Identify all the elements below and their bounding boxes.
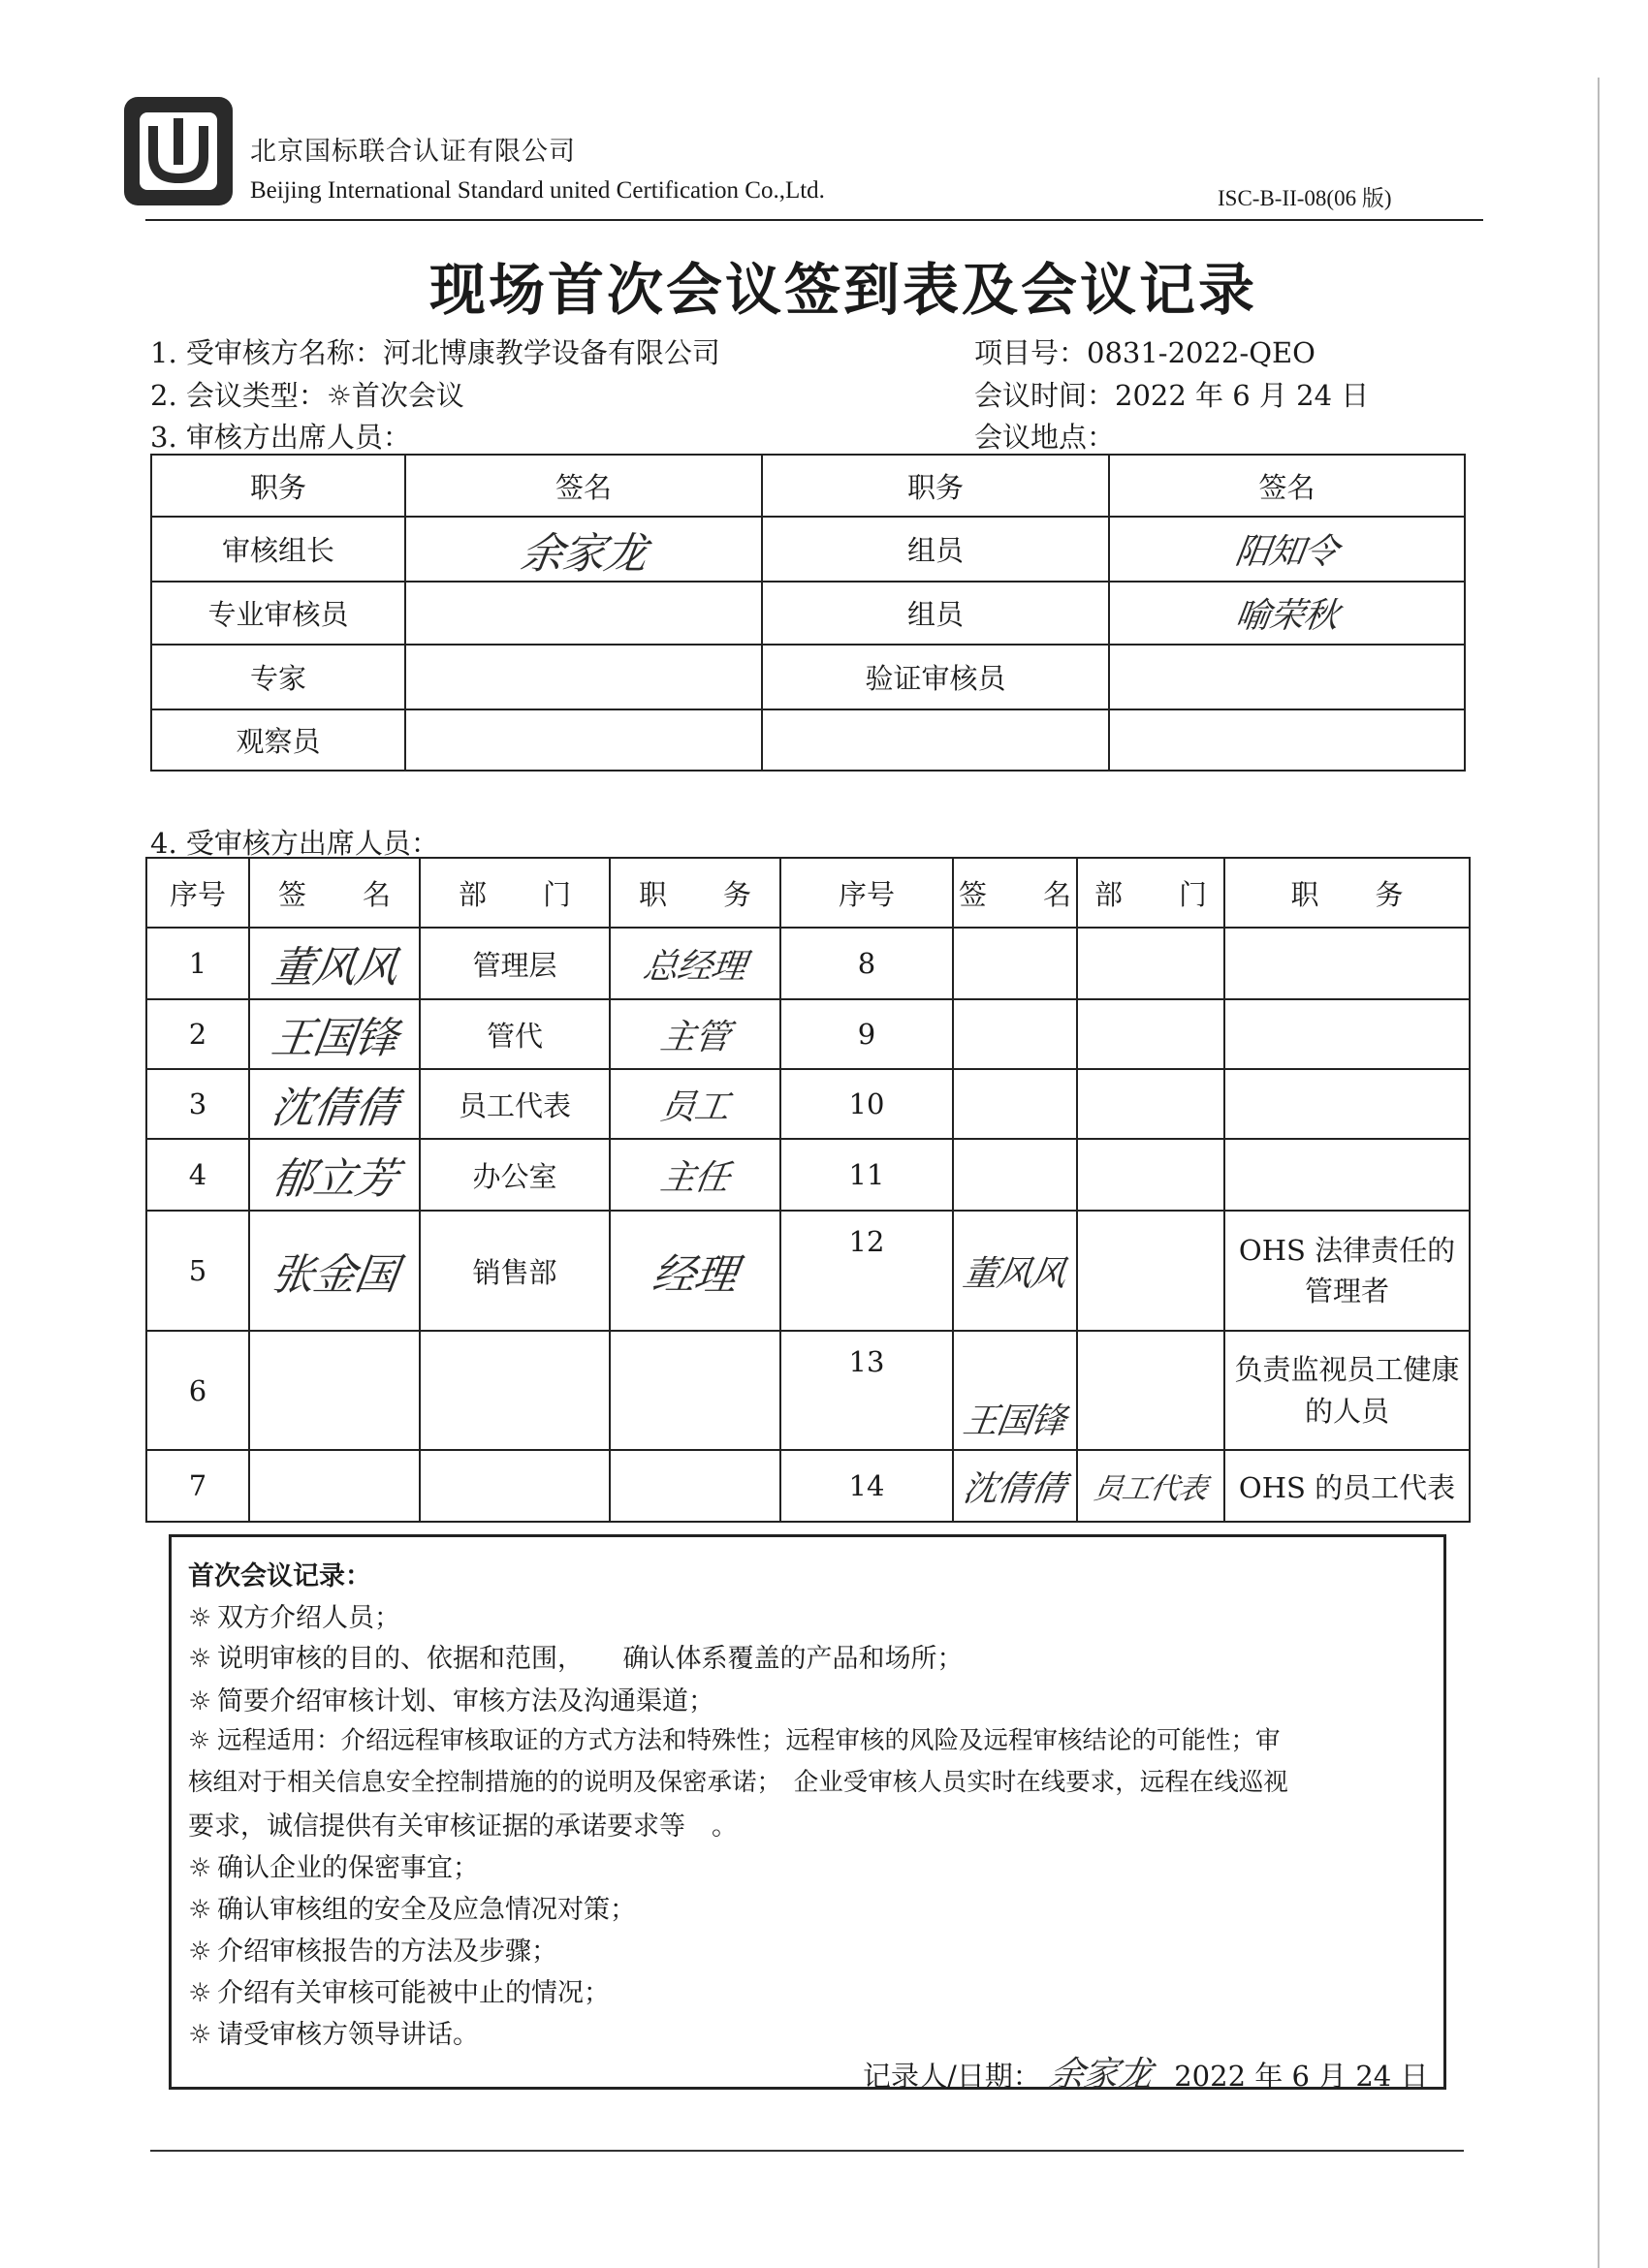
table-row — [151, 582, 1465, 645]
table-row — [146, 1139, 1470, 1211]
header-cell: 签 名 — [249, 858, 420, 928]
meeting-type-field: 2. 会议类型：☼首次会议 — [150, 379, 464, 412]
record-text: 确认企业的保密事宜； — [217, 1853, 479, 1883]
record-item — [188, 1637, 964, 1675]
position-cell — [610, 1211, 780, 1331]
handwritten-position: 主任 — [657, 1157, 732, 1198]
signature-cell — [953, 1211, 1077, 1331]
handwritten-signature: 张金国 — [268, 1250, 400, 1300]
signature-cell — [953, 1069, 1077, 1139]
position-cell — [610, 1139, 780, 1211]
handwritten-signature: 余家龙 — [1046, 2055, 1155, 2095]
table-row — [146, 1331, 1470, 1450]
record-continuation: 要求，诚信提供有关审核证据的承诺要求等 。 — [188, 1811, 738, 1842]
department-cell — [1077, 928, 1224, 999]
signature-cell — [249, 1069, 420, 1139]
role-cell: 观察员 — [151, 709, 405, 771]
record-item — [188, 2013, 479, 2051]
header-divider — [145, 219, 1483, 221]
position-cell — [610, 928, 780, 999]
signature-cell — [249, 1139, 420, 1211]
recorder-date: 2022 年 6 月 24 日 — [1174, 2060, 1429, 2093]
signature-cell — [1109, 709, 1465, 771]
signature-cell — [405, 582, 762, 645]
row-number: 4 — [146, 1139, 249, 1211]
row-number: 2 — [146, 999, 249, 1069]
footer-divider — [150, 2150, 1464, 2152]
company-name-cn: 北京国标联合认证有限公司 — [250, 137, 576, 167]
handwritten-position: 总经理 — [641, 946, 748, 987]
role-cell: 验证审核员 — [762, 645, 1109, 709]
signature-cell — [953, 1139, 1077, 1211]
row-number: 11 — [780, 1139, 953, 1211]
position-cell — [1224, 928, 1470, 999]
sun-bullet-icon: ☼ — [188, 1853, 212, 1883]
row-number: 3 — [146, 1069, 249, 1139]
row-number: 10 — [780, 1069, 953, 1139]
signature-cell — [953, 1331, 1077, 1450]
record-item — [188, 1846, 479, 1884]
position-cell — [610, 1450, 780, 1522]
table-row — [146, 1069, 1470, 1139]
row-number: 12 — [780, 1211, 953, 1331]
department-cell — [420, 1450, 610, 1522]
header-cell: 签名 — [405, 455, 762, 517]
department-cell — [1077, 999, 1224, 1069]
role-cell: 审核组长 — [151, 517, 405, 582]
document-title: 现场首次会议签到表及会议记录 — [428, 257, 1257, 323]
signature-cell — [405, 645, 762, 709]
position-cell — [610, 1331, 780, 1450]
handwritten-signature: 喻荣秋 — [1232, 596, 1341, 636]
department-cell — [1077, 1069, 1224, 1139]
header-cell: 职务 — [151, 455, 405, 517]
department-cell: 销售部 — [420, 1211, 610, 1331]
record-item — [188, 1971, 610, 2009]
form-code: ISC-B-II-08(06 版) — [1218, 186, 1392, 210]
header-cell: 签名 — [1109, 455, 1465, 517]
signature-cell — [953, 928, 1077, 999]
meeting-time-field: 会议时间：2022 年 6 月 24 日 — [974, 379, 1370, 412]
signature-cell — [953, 1450, 1077, 1522]
project-number-field: 项目号：0831-2022-QEO — [974, 336, 1315, 369]
row-number: 5 — [146, 1211, 249, 1331]
company-name-en: Beijing International Standard united Certification Co.,Ltd. — [250, 177, 825, 204]
record-item — [188, 1930, 557, 1968]
handwritten-position: 主管 — [657, 1017, 732, 1057]
handwritten-signature: 董风风 — [961, 1253, 1068, 1294]
record-text: 确认审核组的安全及应急情况对策； — [217, 1895, 636, 1925]
department-cell: 管代 — [420, 999, 610, 1069]
department-cell — [1077, 1331, 1224, 1450]
meeting-place-field: 会议地点： — [974, 421, 1116, 454]
company-logo — [124, 97, 233, 205]
role-cell: 专家 — [151, 645, 405, 709]
handwritten-position: 员工 — [657, 1087, 732, 1127]
header-cell: 部 门 — [420, 858, 610, 928]
table-row — [146, 1450, 1470, 1522]
handwritten-signature: 郁立芳 — [268, 1154, 400, 1204]
record-text: 双方介绍人员； — [217, 1603, 400, 1633]
signature-cell — [249, 1450, 420, 1522]
handwritten-signature: 余家龙 — [517, 528, 650, 579]
position-cell — [1224, 1139, 1470, 1211]
position-cell — [1224, 1069, 1470, 1139]
row-number: 8 — [780, 928, 953, 999]
recorder-line — [863, 2047, 1428, 2096]
header-cell: 职 务 — [610, 858, 780, 928]
signature-cell — [405, 517, 762, 582]
signature-cell — [953, 999, 1077, 1069]
department-cell — [1077, 1211, 1224, 1331]
auditee-attendees-heading: 4. 受审核方出席人员： — [150, 827, 439, 860]
table-row — [151, 517, 1465, 582]
header-cell: 签 名 — [953, 858, 1077, 928]
table-row — [151, 709, 1465, 771]
handwritten-signature: 王国锋 — [961, 1402, 1068, 1441]
table-row — [146, 999, 1470, 1069]
position-cell — [1224, 999, 1470, 1069]
table-row — [151, 645, 1465, 709]
table-row — [146, 1211, 1470, 1331]
table-header-row — [146, 858, 1470, 928]
record-text: 介绍有关审核可能被中止的情况； — [217, 1978, 610, 2008]
department-cell: 办公室 — [420, 1139, 610, 1211]
auditee-name-field: 1. 受审核方名称：河北博康教学设备有限公司 — [150, 336, 720, 369]
header-cell: 部 门 — [1077, 858, 1224, 928]
table-row — [146, 928, 1470, 999]
row-number: 14 — [780, 1450, 953, 1522]
auditee-attendance-table — [145, 857, 1471, 1523]
handwritten-signature: 阳知令 — [1232, 532, 1341, 572]
signature-cell — [405, 709, 762, 771]
row-number: 13 — [780, 1331, 953, 1450]
signature-cell — [249, 1331, 420, 1450]
department-cell — [420, 1331, 610, 1450]
table-header-row — [151, 455, 1465, 517]
sun-bullet-icon: ☼ — [188, 1644, 212, 1674]
record-item — [188, 1680, 714, 1717]
department-cell — [1077, 1450, 1224, 1522]
record-text: 说明审核的目的、依据和范围， 确认体系覆盖的产品和场所； — [217, 1644, 964, 1674]
position-cell: 负责监视员工健康的人员 — [1224, 1331, 1470, 1450]
record-item — [188, 1596, 400, 1634]
record-text: 请受审核方领导讲话。 — [217, 2020, 479, 2050]
record-text: 远程适用：介绍远程审核取证的方式方法和特殊性；远程审核的风险及远程审核结论的可能性；审 — [217, 1726, 1281, 1755]
handwritten-position: 经理 — [649, 1250, 740, 1300]
row-number: 1 — [146, 928, 249, 999]
records-title: 首次会议记录： — [188, 1561, 371, 1591]
sun-bullet-icon: ☼ — [188, 1726, 210, 1755]
record-text: 介绍审核报告的方法及步骤； — [217, 1937, 557, 1967]
position-cell — [610, 1069, 780, 1139]
signature-cell — [249, 928, 420, 999]
position-cell: OHS 的员工代表 — [1224, 1450, 1470, 1522]
signature-cell — [1109, 517, 1465, 582]
record-item — [188, 1721, 1281, 1756]
scan-edge — [1598, 78, 1600, 2268]
handwritten-signature: 沈倩倩 — [268, 1084, 400, 1133]
sun-bullet-icon: ☼ — [188, 1603, 212, 1633]
handwritten-department: 员工代表 — [1092, 1472, 1209, 1506]
signature-cell — [249, 1211, 420, 1331]
position-cell: OHS 法律责任的管理者 — [1224, 1211, 1470, 1331]
handwritten-signature: 王国锋 — [268, 1014, 400, 1063]
header-cell: 序号 — [780, 858, 953, 928]
record-continuation: 核组对于相关信息安全控制措施的的说明及保密承诺； 企业受审核人员实时在线要求，远程在线巡视 — [188, 1768, 1288, 1797]
record-item — [188, 1888, 636, 1926]
audit-team-table — [150, 454, 1466, 772]
department-cell: 员工代表 — [420, 1069, 610, 1139]
role-cell: 专业审核员 — [151, 582, 405, 645]
header-cell: 职 务 — [1224, 858, 1470, 928]
signature-cell — [249, 999, 420, 1069]
department-cell — [1077, 1139, 1224, 1211]
role-cell: 组员 — [762, 517, 1109, 582]
row-number: 7 — [146, 1450, 249, 1522]
sun-bullet-icon: ☼ — [188, 2020, 212, 2050]
role-cell — [762, 709, 1109, 771]
row-number: 6 — [146, 1331, 249, 1450]
auditor-attendees-label: 3. 审核方出席人员： — [150, 421, 411, 454]
header-cell: 职务 — [762, 455, 1109, 517]
sun-bullet-icon: ☼ — [188, 1978, 212, 2008]
role-cell: 组员 — [762, 582, 1109, 645]
handwritten-signature: 沈倩倩 — [961, 1468, 1068, 1509]
record-text: 简要介绍审核计划、审核方法及沟通渠道； — [217, 1686, 714, 1717]
sun-bullet-icon: ☼ — [188, 1686, 212, 1717]
sun-bullet-icon: ☼ — [188, 1937, 212, 1967]
signature-cell — [1109, 582, 1465, 645]
position-cell — [610, 999, 780, 1069]
recorder-label: 记录人/日期： — [863, 2060, 1041, 2093]
row-number: 9 — [780, 999, 953, 1069]
department-cell: 管理层 — [420, 928, 610, 999]
signature-cell — [1109, 645, 1465, 709]
handwritten-signature: 董风风 — [268, 943, 400, 992]
sun-bullet-icon: ☼ — [188, 1895, 212, 1925]
header-cell: 序号 — [146, 858, 249, 928]
